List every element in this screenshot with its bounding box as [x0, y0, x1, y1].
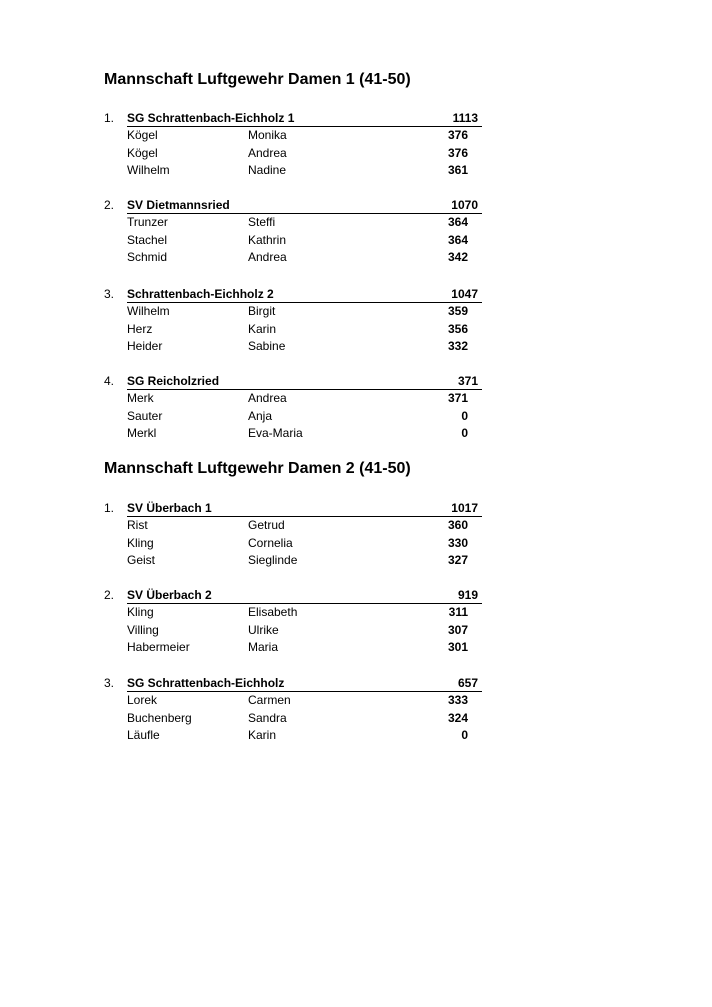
team-rank: 4.: [104, 374, 115, 388]
member-last-name: Wilhelm: [127, 163, 170, 177]
member-score: 376: [447, 128, 468, 142]
team-header-row: [0, 372, 712, 390]
team-rank: 2.: [104, 198, 115, 212]
member-score: 0: [461, 426, 468, 440]
member-row: [0, 321, 712, 339]
team-name: Schrattenbach-Eichholz 2: [127, 287, 274, 301]
team-header-row: [0, 285, 712, 303]
member-first-name: Sandra: [248, 710, 287, 725]
team-total-score: 371: [457, 374, 478, 388]
team-block: [0, 109, 712, 180]
team-rank: 1.: [104, 501, 115, 515]
member-score: 333: [447, 693, 468, 707]
member-last-name: Trunzer: [127, 215, 168, 229]
team-total-score: 1047: [451, 287, 478, 301]
team-header-row: [0, 586, 712, 604]
member-row: [0, 710, 712, 728]
team-block: [0, 372, 712, 443]
team-rank: 2.: [104, 588, 115, 602]
team-rank: 3.: [104, 676, 115, 690]
member-first-name: Carmen: [248, 693, 291, 707]
member-row: [0, 535, 712, 553]
member-score: 307: [447, 622, 468, 637]
member-last-name: Kögel: [127, 128, 158, 142]
member-last-name: Läufle: [127, 728, 160, 742]
member-first-name: Andrea: [248, 145, 287, 160]
member-first-name: Getrud: [248, 518, 285, 532]
team-name: SV Überbach 2: [127, 588, 212, 602]
member-row: [0, 604, 712, 622]
team-header-row: [0, 674, 712, 692]
member-first-name: Andrea: [248, 391, 287, 405]
member-first-name: Nadine: [248, 163, 287, 177]
team-total-score: 919: [457, 588, 478, 602]
member-score: 301: [447, 640, 468, 654]
member-last-name: Kling: [127, 535, 154, 550]
member-row: [0, 214, 712, 232]
member-last-name: Kögel: [127, 145, 158, 160]
member-row: [0, 517, 712, 535]
team-name: SG Schrattenbach-Eichholz: [127, 676, 285, 690]
section-title: Mannschaft Luftgewehr Damen 1 (41-50): [104, 71, 411, 88]
member-last-name: Kling: [127, 605, 154, 619]
member-score: 0: [461, 728, 468, 742]
member-row: [0, 390, 712, 408]
member-score: 330: [447, 535, 468, 550]
member-score: 0: [461, 408, 468, 423]
member-score: 324: [447, 710, 468, 725]
member-last-name: Merkl: [127, 426, 157, 440]
member-score: 360: [447, 518, 468, 532]
team-name: SG Schrattenbach-Eichholz 1: [127, 111, 295, 125]
member-row: [0, 639, 712, 657]
team-total-score: 657: [457, 676, 478, 690]
member-last-name: Merk: [127, 391, 154, 405]
member-row: [0, 145, 712, 163]
member-row: [0, 692, 712, 710]
member-score: 376: [447, 145, 468, 160]
member-row: [0, 338, 712, 356]
member-score: 311: [448, 605, 468, 619]
member-score: 364: [447, 232, 468, 247]
member-score: 364: [447, 215, 468, 229]
member-score: 361: [447, 163, 468, 177]
member-row: [0, 249, 712, 267]
member-first-name: Steffi: [248, 215, 276, 229]
member-first-name: Karin: [248, 728, 277, 742]
member-first-name: Andrea: [248, 250, 287, 264]
member-row: [0, 727, 712, 745]
member-row: [0, 425, 712, 443]
team-rank: 3.: [104, 287, 115, 301]
team-header-row: [0, 109, 712, 127]
team-total-score: 1070: [451, 198, 478, 212]
team-name: SV Überbach 1: [127, 501, 212, 515]
member-row: [0, 127, 712, 145]
member-row: [0, 408, 712, 426]
member-score: 327: [447, 553, 468, 567]
member-last-name: Stachel: [127, 232, 168, 247]
member-first-name: Eva-Maria: [248, 426, 303, 440]
team-block: [0, 196, 712, 267]
member-last-name: Habermeier: [127, 640, 190, 654]
member-first-name: Anja: [248, 408, 273, 423]
member-last-name: Geist: [127, 553, 156, 567]
team-block: [0, 674, 712, 745]
member-score: 371: [447, 391, 468, 405]
member-last-name: Sauter: [127, 408, 163, 423]
member-first-name: Sieglinde: [248, 553, 298, 567]
section-title: Mannschaft Luftgewehr Damen 2 (41-50): [104, 460, 411, 477]
member-last-name: Rist: [127, 518, 148, 532]
team-block: [0, 499, 712, 570]
member-score: 342: [447, 250, 468, 264]
member-last-name: Villing: [127, 622, 159, 637]
member-last-name: Schmid: [127, 250, 168, 264]
member-first-name: Ulrike: [248, 622, 279, 637]
member-row: [0, 162, 712, 180]
member-last-name: Buchenberg: [127, 710, 192, 725]
member-last-name: Herz: [127, 321, 153, 336]
member-first-name: Monika: [248, 128, 287, 142]
member-score: 332: [447, 339, 468, 353]
team-name: SG Reicholzried: [127, 374, 220, 388]
team-total-score: 1017: [451, 501, 478, 515]
team-block: [0, 586, 712, 657]
member-row: [0, 303, 712, 321]
member-last-name: Wilhelm: [127, 304, 170, 318]
member-first-name: Maria: [248, 640, 279, 654]
member-first-name: Sabine: [248, 339, 286, 353]
team-header-row: [0, 196, 712, 214]
team-header-row: [0, 499, 712, 517]
team-rank: 1.: [104, 111, 115, 125]
member-first-name: Cornelia: [248, 535, 293, 550]
member-first-name: Elisabeth: [248, 605, 298, 619]
member-score: 356: [447, 321, 468, 336]
member-first-name: Birgit: [248, 304, 276, 318]
team-name: SV Dietmannsried: [127, 198, 230, 212]
team-total-score: 1113: [452, 111, 478, 125]
member-row: [0, 232, 712, 250]
member-row: [0, 622, 712, 640]
member-last-name: Lorek: [127, 693, 158, 707]
team-block: [0, 285, 712, 356]
member-first-name: Karin: [248, 321, 277, 336]
member-row: [0, 552, 712, 570]
member-first-name: Kathrin: [248, 232, 287, 247]
member-last-name: Heider: [127, 339, 163, 353]
member-score: 359: [447, 304, 468, 318]
